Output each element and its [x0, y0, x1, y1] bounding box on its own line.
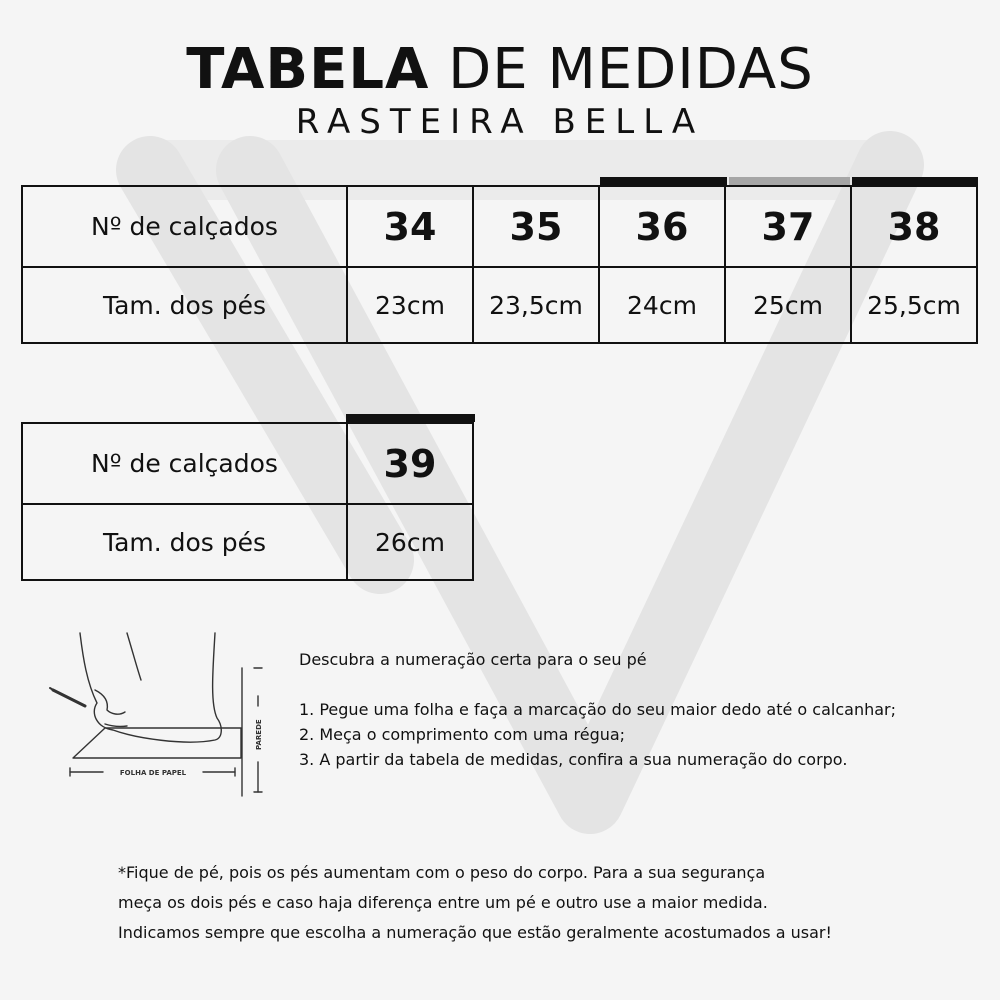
table-row [22, 186, 977, 267]
paper-label: FOLHA DE PAPEL [119, 769, 187, 777]
size-38-top-bar [852, 177, 978, 185]
size-cell-38: 38 [851, 186, 977, 267]
size-37-top-bar [729, 177, 850, 185]
table-row [22, 504, 473, 580]
footnote-line-3: Indicamos sempre que escolha a numeração que estão geralmente acostumados a usar! [118, 923, 832, 942]
size-cell-37: 37 [725, 186, 851, 267]
size-cell-36: 36 [599, 186, 725, 267]
footnote-line-2: meça os dois pés e caso haja diferença entre um pé e outro use a maior medida. [118, 893, 768, 912]
instruction-step-1: 1. Pegue uma folha e faça a marcação do seu maior dedo até o calcanhar; [299, 700, 896, 719]
size-cell-39: 39 [347, 423, 473, 504]
row-label-size: Nº de calçados [22, 423, 347, 504]
table-row [22, 267, 977, 343]
foot-measure-icon [45, 628, 275, 803]
page-subtitle: RASTEIRA BELLA [295, 102, 705, 142]
size-cell-34: 34 [347, 186, 473, 267]
length-cell-38: 25,5cm [851, 267, 977, 343]
length-cell-34: 23cm [347, 267, 473, 343]
size-table-1 [21, 185, 978, 344]
size-cell-35: 35 [473, 186, 599, 267]
instructions-intro: Descubra a numeração certa para o seu pé [299, 650, 647, 669]
footnote [118, 858, 832, 948]
title-light: DE MEDIDAS [448, 37, 814, 102]
size-36-top-bar [600, 177, 727, 185]
length-cell-39: 26cm [347, 504, 473, 580]
page-title [0, 38, 1000, 102]
table-row [22, 423, 473, 504]
footnote-line-1: *Fique de pé, pois os pés aumentam com o peso do corpo. Para a sua segurança [118, 863, 766, 882]
measure-instructions [299, 647, 896, 772]
row-label-size: Nº de calçados [22, 186, 347, 267]
instruction-step-2: 2. Meça o comprimento com uma régua; [299, 725, 626, 744]
wall-label: PAREDE [255, 719, 263, 750]
size-39-top-bar [346, 414, 475, 422]
instruction-step-3: 3. A partir da tabela de medidas, confira a sua numeração do corpo. [299, 750, 848, 769]
row-label-length: Tam. dos pés [22, 267, 347, 343]
title-bold: TABELA [186, 37, 430, 102]
length-cell-35: 23,5cm [473, 267, 599, 343]
row-label-length: Tam. dos pés [22, 504, 347, 580]
length-cell-37: 25cm [725, 267, 851, 343]
length-cell-36: 24cm [599, 267, 725, 343]
size-table-2 [21, 422, 474, 581]
